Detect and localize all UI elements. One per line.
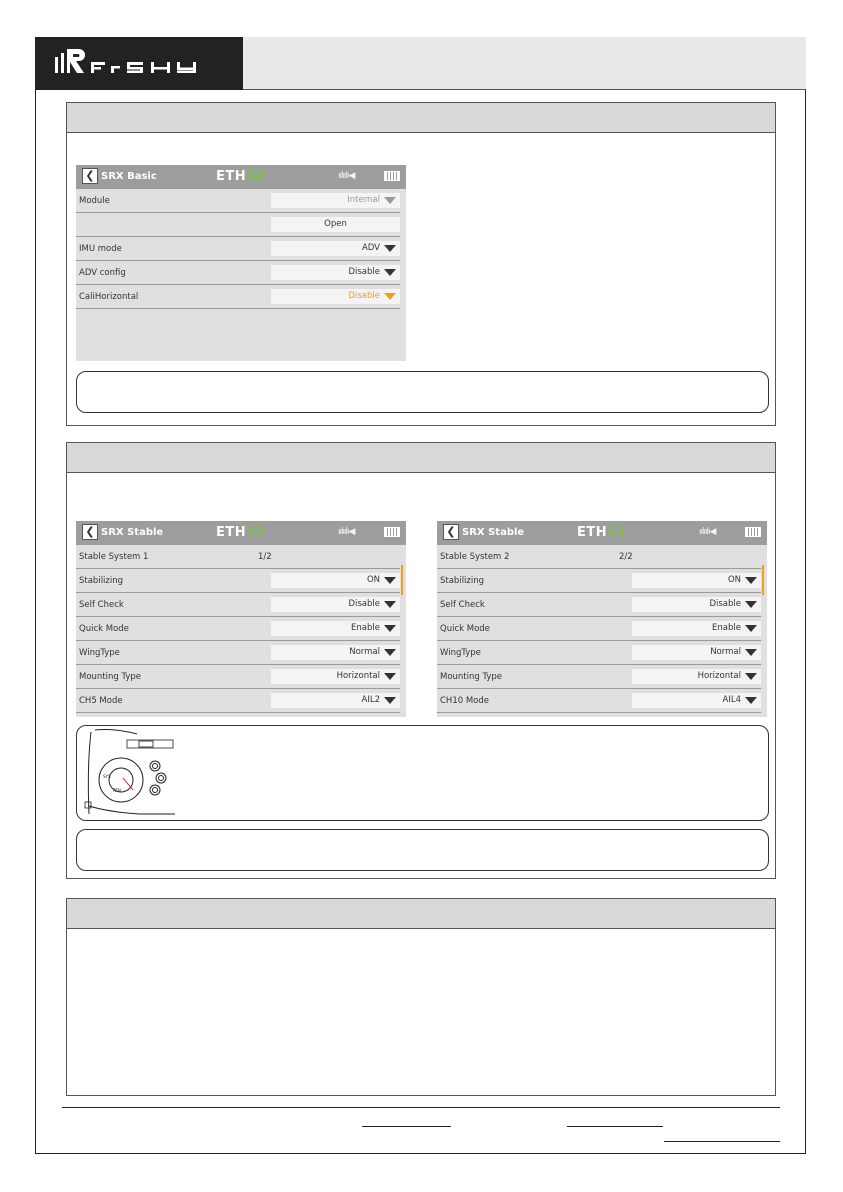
dropdown-arrow-icon[interactable] (384, 649, 396, 656)
battery-icon (384, 171, 400, 181)
row-label: Module (79, 196, 110, 206)
dropdown-arrow-icon[interactable] (745, 601, 757, 608)
settings-row (76, 689, 400, 713)
settings-row (76, 261, 400, 285)
stable-system-label: Stable System 1 (79, 552, 149, 562)
screen-title-bar (76, 165, 406, 189)
row-label: ADV config (79, 268, 126, 278)
value-field[interactable] (271, 265, 400, 280)
settings-row (437, 593, 761, 617)
note-box (76, 371, 769, 413)
value-field[interactable] (632, 597, 761, 612)
footer-rule (62, 1107, 780, 1108)
settings-row (76, 237, 400, 261)
row-label: WingType (79, 648, 120, 658)
row-label: CH10 Mode (440, 696, 490, 706)
dropdown-arrow-icon[interactable] (384, 625, 396, 632)
row-label: IMU mode (79, 244, 122, 254)
settings-row (76, 569, 400, 593)
section-srx-stable (66, 442, 776, 879)
dropdown-arrow-icon[interactable] (745, 649, 757, 656)
value-text: ADV (361, 243, 380, 253)
screen-title: SRX Stable (462, 527, 525, 538)
back-icon[interactable]: ❮ (443, 524, 459, 540)
dropdown-arrow-icon[interactable] (384, 697, 396, 704)
screen-title-bar (76, 521, 406, 545)
value-text: ON (366, 575, 380, 585)
signal-icon: ıılıılı◀ (338, 527, 355, 537)
scrollbar[interactable] (762, 565, 764, 595)
settings-row (76, 285, 400, 309)
section-title-bar (67, 443, 775, 473)
page-indicator: 2/2 (619, 552, 633, 562)
eth-number: 12 (246, 525, 266, 540)
dropdown-arrow-icon[interactable] (384, 293, 396, 300)
button-diagram-box (76, 725, 769, 821)
row-label: WingType (440, 648, 481, 658)
srx-stable-screen-1 (76, 521, 406, 717)
note-box (76, 829, 769, 871)
value-text: Internal (347, 195, 380, 205)
value-field[interactable] (271, 621, 400, 636)
value-text: AIL2 (361, 695, 380, 705)
value-text: Disable (348, 267, 380, 277)
battery-icon (384, 527, 400, 537)
stable-system-row (437, 545, 761, 569)
dropdown-arrow-icon[interactable] (745, 697, 757, 704)
value-field[interactable] (632, 645, 761, 660)
screen-title: SRX Basic (101, 171, 157, 182)
dropdown-arrow-icon[interactable] (384, 673, 396, 680)
value-field[interactable] (632, 693, 761, 708)
back-icon[interactable]: ❮ (82, 524, 98, 540)
value-field[interactable] (271, 217, 400, 232)
signal-icon: ıılıılı◀ (338, 171, 355, 181)
settings-row (76, 189, 400, 213)
value-field[interactable] (632, 621, 761, 636)
value-text: ON (727, 575, 741, 585)
stable-system-row (76, 545, 400, 569)
battery-icon (745, 527, 761, 537)
eth-number: 12 (246, 169, 266, 184)
header-band (243, 37, 806, 90)
dropdown-arrow-icon[interactable] (384, 269, 396, 276)
screen-title: SRX Stable (101, 527, 164, 538)
row-label: Quick Mode (79, 624, 129, 634)
settings-row (437, 665, 761, 689)
rtn-label: RTN (113, 788, 121, 793)
row-label: Quick Mode (440, 624, 490, 634)
footer-link-underline[interactable] (567, 1126, 663, 1127)
value-text: Disable (348, 291, 380, 301)
value-text: Enable (712, 623, 741, 633)
value-text: Disable (348, 599, 380, 609)
value-text: Normal (349, 647, 380, 657)
value-field[interactable] (271, 289, 400, 304)
value-field[interactable] (271, 669, 400, 684)
back-icon[interactable]: ❮ (82, 168, 98, 184)
value-field[interactable] (632, 573, 761, 588)
row-label: Mounting Type (79, 672, 142, 682)
row-label: Self Check (79, 600, 124, 610)
value-field[interactable] (271, 241, 400, 256)
value-text: Horizontal (697, 671, 741, 681)
dropdown-arrow-icon[interactable] (384, 577, 396, 584)
frsky-logo (35, 37, 243, 90)
value-field[interactable] (271, 193, 400, 208)
settings-row (437, 569, 761, 593)
page-indicator: 1/2 (258, 552, 272, 562)
dropdown-arrow-icon[interactable] (745, 673, 757, 680)
dropdown-arrow-icon[interactable] (745, 577, 757, 584)
stable-system-label: Stable System 2 (440, 552, 510, 562)
screen-title-bar (437, 521, 767, 545)
eth-text: ETH (577, 525, 608, 540)
section-title-bar (67, 103, 775, 133)
value-field[interactable] (271, 597, 400, 612)
eth-number: 12 (607, 525, 627, 540)
eth-logo (216, 165, 265, 189)
section-srx-basic (66, 102, 776, 426)
settings-row (76, 213, 400, 237)
settings-row (437, 617, 761, 641)
footer-link-underline[interactable] (362, 1126, 451, 1127)
row-label: CaliHorizontal (79, 292, 139, 302)
value-text: Normal (710, 647, 741, 657)
footer-link-underline[interactable] (664, 1141, 780, 1142)
value-text: Disable (709, 599, 741, 609)
eth-text: ETH (216, 525, 247, 540)
frsky-logo-icon (35, 37, 243, 90)
row-label: Stabilizing (79, 576, 124, 586)
eth-logo (216, 521, 265, 545)
dropdown-arrow-icon[interactable] (745, 625, 757, 632)
settings-row (76, 665, 400, 689)
signal-icon: ıılıılı◀ (699, 527, 716, 537)
row-label: CH5 Mode (79, 696, 123, 706)
value-text: Enable (351, 623, 380, 633)
value-text: Horizontal (336, 671, 380, 681)
dropdown-arrow-icon[interactable] (384, 197, 396, 204)
row-label: Stabilizing (440, 576, 485, 586)
section-3 (66, 898, 776, 1096)
section-title-bar (67, 899, 775, 929)
eth-text: ETH (216, 169, 247, 184)
settings-row (76, 617, 400, 641)
value-field[interactable] (271, 645, 400, 660)
settings-row (437, 641, 761, 665)
value-field[interactable] (632, 669, 761, 684)
settings-row (437, 689, 761, 713)
dropdown-arrow-icon[interactable] (384, 601, 396, 608)
settings-row (76, 641, 400, 665)
row-label: Mounting Type (440, 672, 503, 682)
srx-stable-screen-2 (437, 521, 767, 717)
value-field[interactable] (271, 573, 400, 588)
value-text: Open (324, 219, 347, 229)
value-field[interactable] (271, 693, 400, 708)
srx-basic-screen (76, 165, 406, 361)
row-label: Self Check (440, 600, 485, 610)
settings-row (76, 593, 400, 617)
scrollbar[interactable] (401, 565, 403, 595)
sys-label: SYS (103, 774, 111, 779)
dropdown-arrow-icon[interactable] (384, 245, 396, 252)
eth-logo (577, 521, 626, 545)
value-text: AIL4 (722, 695, 741, 705)
transmitter-buttons-diagram (79, 726, 179, 820)
